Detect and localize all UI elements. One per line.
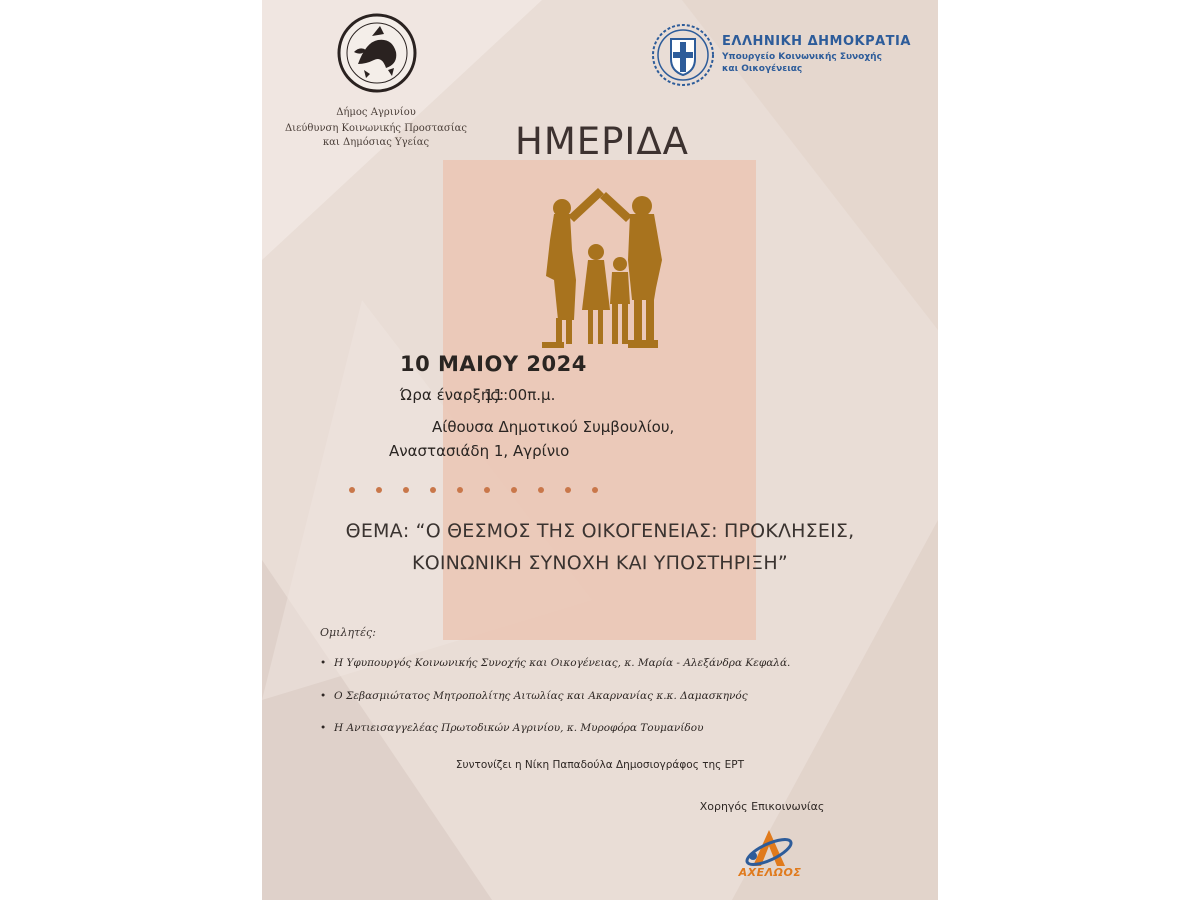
venue-name: Αίθουσα Δημοτικού Συμβουλίου, bbox=[432, 418, 675, 436]
event-poster bbox=[262, 0, 938, 900]
municipality-name: Δήμος Αγρινίου bbox=[336, 107, 416, 118]
ministry-name-cont: και Οικογένειας bbox=[722, 64, 803, 74]
government-title: ΕΛΛΗΝΙΚΗ ΔΗΜΟΚΡΑΤΙΑ bbox=[722, 34, 911, 49]
moderator-note: Συντονίζει η Νίκη Παπαδούλα Δημοσιογράφος της ΕΡΤ bbox=[455, 759, 745, 771]
sponsor-name: ΑΧΕΛΩΟΣ bbox=[738, 866, 802, 879]
theme-line-2: ΚΟΙΝΩΝΙΚΗ ΣΥΝΟΧΗ ΚΑΙ ΥΠΟΣΤΗΡΙΞΗ” bbox=[412, 552, 788, 574]
event-date: 10 ΜΑΙΟΥ 2024 bbox=[400, 352, 587, 376]
sponsor-label: Χορηγός Επικοινωνίας bbox=[699, 800, 825, 813]
speaker-item: • Ο Σεβασμιώτατος Μητροπολίτης Αιτωλίας και Ακαρνανίας κ.κ. Δαμασκηνός bbox=[320, 690, 748, 702]
theme-line-1: ΘΕΜΑ: “Ο ΘΕΣΜΟΣ ΤΗΣ ΟΙΚΟΓΕΝΕΙΑΣ: ΠΡΟΚΛΗΣΕΙΣ, bbox=[345, 520, 855, 542]
speaker-item: • Η Αντιεισαγγελέας Πρωτοδικών Αγρινίου, κ. Μυροφόρα Τουμανίδου bbox=[320, 722, 704, 734]
municipality-department: Διεύθυνση Κοινωνικής Προστασίας bbox=[284, 123, 468, 134]
start-time-label: Ώρα έναρξης: bbox=[400, 386, 505, 404]
greek-coat-of-arms-icon bbox=[651, 23, 715, 87]
speaker-item: • Η Υφυπουργός Κοινωνικής Συνοχής και Οικογένειας, κ. Μαρία - Αλεξάνδρα Κεφαλά. bbox=[320, 657, 791, 669]
municipality-seal-icon bbox=[336, 12, 418, 94]
bullet-icon: • bbox=[320, 657, 327, 669]
family-house-silhouette-icon bbox=[524, 180, 684, 352]
event-heading: ΗΜΕΡΙΔΑ bbox=[515, 120, 689, 163]
ministry-name: Υπουργείο Κοινωνικής Συνοχής bbox=[722, 52, 882, 62]
acheloos-logo-icon bbox=[739, 826, 799, 870]
speakers-label: Ομιλητές: bbox=[320, 626, 376, 639]
municipality-department-cont: και Δημόσιας Υγείας bbox=[322, 137, 430, 148]
dotted-divider bbox=[348, 484, 606, 496]
bullet-icon: • bbox=[320, 722, 327, 734]
venue-address: Αναστασιάδη 1, Αγρίνιο bbox=[389, 442, 570, 460]
start-time-value: 11:00π.μ. bbox=[484, 386, 556, 404]
bullet-icon: • bbox=[320, 690, 327, 702]
